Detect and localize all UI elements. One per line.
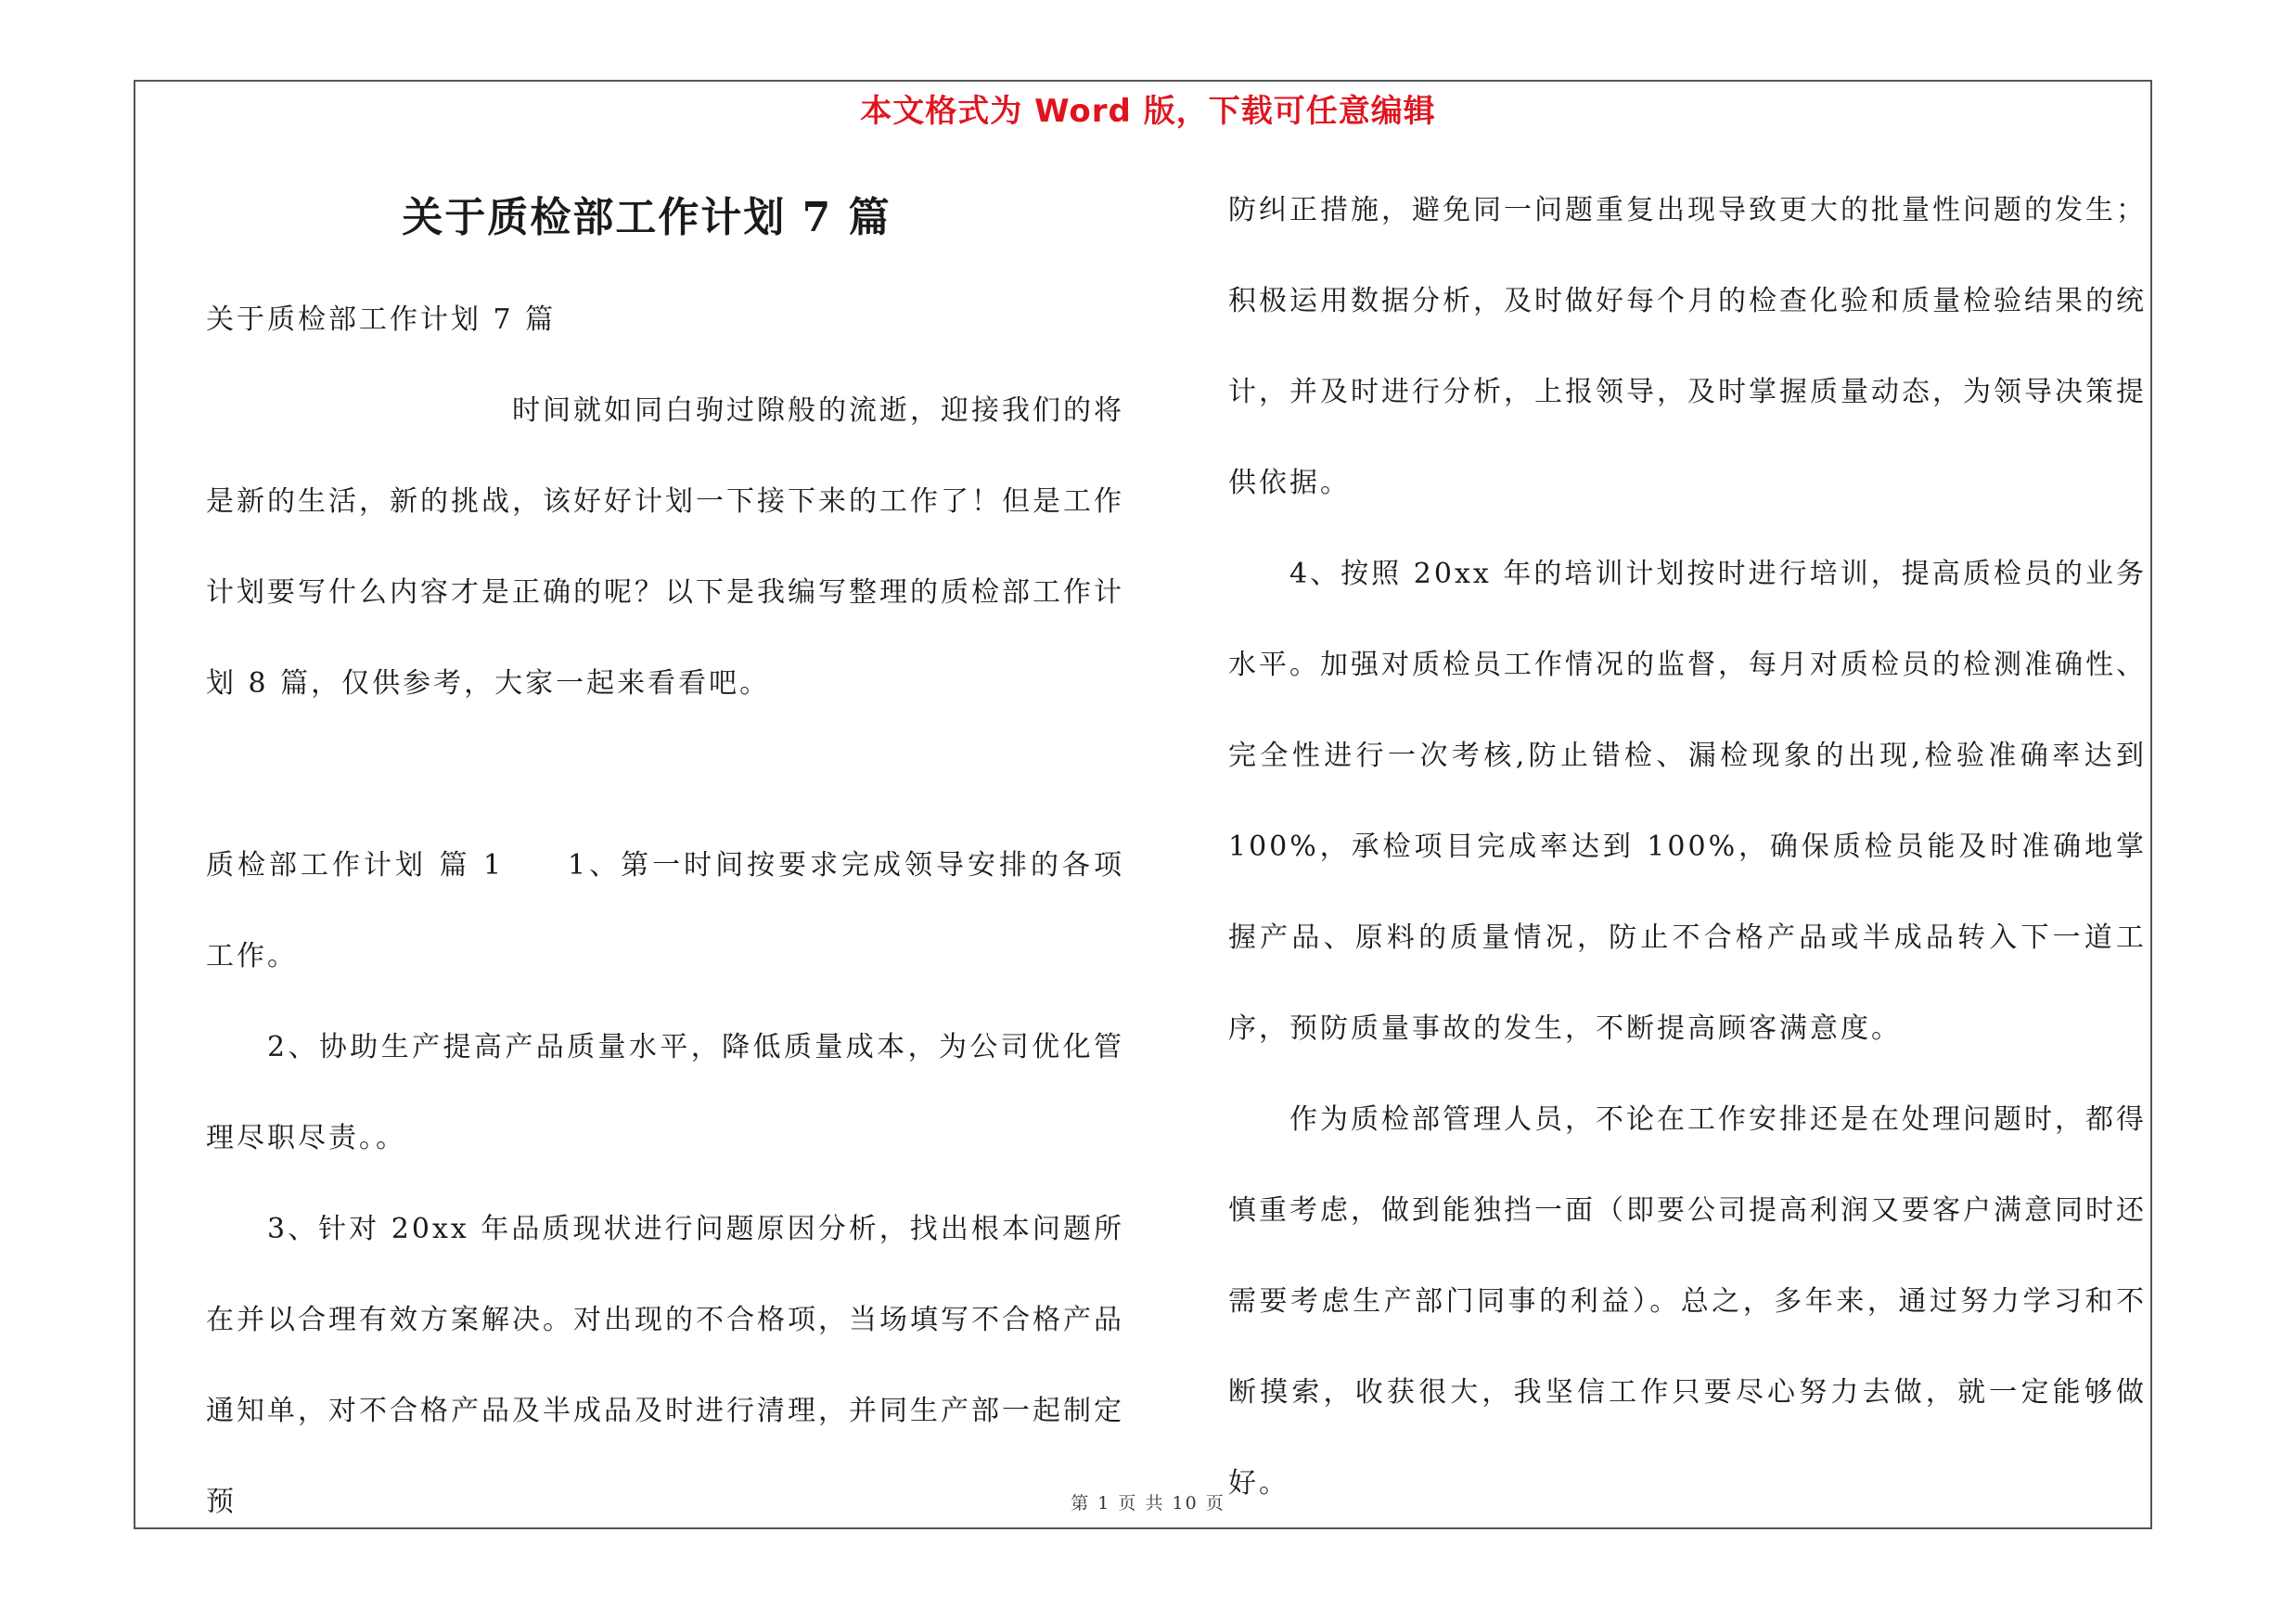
plan-item-4: 4、按照 20xx 年的培训计划按时进行培训，提高质检员的业务水平。加强对质检员工作情况的监督，每月对质检员的检测准确性、完全性进行一次考核,防止错检、漏检现象的出现,检验准确率达到100%，承检项目完成率达到 100%，确保质检员能及时准确地掌握产品、原料的质量情况，防止不合格产品或半成品转入下一道工序，预防质量事故的发生，不断提高顾客满意度。 [1228,558,2147,1045]
right-column [1228,165,2147,1529]
subtitle: 关于质检部工作计划 7 篇 [206,303,557,336]
page-number: 第 1 页 共 10 页 [1071,1493,1225,1514]
closing-paragraph: 作为质检部管理人员，不论在工作安排还是在处理问题时，都得慎重考虑，做到能独挡一面（即要公司提高利润又要客户满意同时还需要考虑生产部门同事的利益）。总之，多年来，通过努力学习和不断摸索，收获很大，我坚信工作只要尽心努力去做，就一定能够做好。 [1228,1103,2147,1500]
plan-item-2: 2、协助生产提高产品质量水平，降低质量成本，为公司优化管理尽职尽责。。 [206,1031,1124,1154]
plan-item-3: 3、针对 20xx 年品质现状进行问题原因分析，找出根本问题所在并以合理有效方案解决。对出现的不合格项，当场填写不合格产品通知单，对不合格产品及半成品及时进行清理，并同生产部一起制定预 [206,1213,1124,1518]
format-banner: 本文格式为 Word 版，下载可任意编辑 [860,93,1436,130]
spacer [206,729,1124,820]
document-title: 关于质检部工作计划 7 篇 [402,194,891,241]
plan-item-3-continued: 防纠正措施，避免同一问题重复出现导致更大的批量性问题的发生；积极运用数据分析，及时做好每个月的检查化验和质量检验结果的统计，并及时进行分析，上报领导，及时掌握质量动态，为领导决策提供依据。 [1228,194,2147,499]
plan-item-1: 质检部工作计划 篇 1 1、第一时间按要求完成领导安排的各项工作。 [206,849,1124,973]
left-column [206,165,1124,1548]
intro-paragraph: 时间就如同白驹过隙般的流逝，迎接我们的将是新的生活，新的挑战，该好好计划一下接下来的工作了！但是工作计划要写什么内容才是正确的呢？以下是我编写整理的质检部工作计划 8 篇，仅供参考，大家一起来看看吧。 [206,394,1124,700]
